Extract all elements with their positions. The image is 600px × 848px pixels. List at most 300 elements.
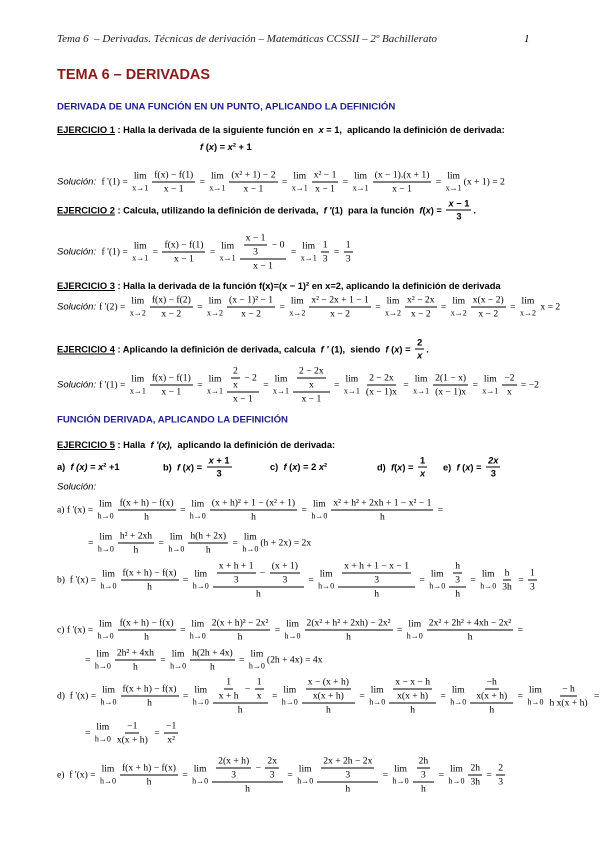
fraction — [227, 366, 259, 405]
limit-operator — [95, 650, 111, 671]
numerator — [150, 373, 193, 386]
numerator — [312, 170, 339, 183]
denominator — [453, 588, 462, 600]
text-run: = — [150, 246, 161, 258]
text-run: 2 — [417, 337, 423, 348]
text-run: x — [233, 379, 238, 391]
denominator — [208, 661, 217, 673]
limit-subscript: x→2 — [519, 308, 536, 318]
solution-label: Solución: — [57, 246, 97, 258]
function-option — [163, 456, 234, 479]
limit-operator — [344, 375, 360, 396]
denominator — [217, 690, 241, 702]
fraction — [162, 240, 205, 265]
solution-label: Solución: — [57, 379, 97, 391]
numerator — [190, 648, 235, 661]
numerator — [470, 677, 513, 704]
limit-operator — [193, 570, 209, 591]
text-run: h — [144, 511, 149, 523]
limit-subscript: h→0 — [297, 776, 314, 786]
text-run: x − 1 — [301, 393, 322, 405]
limit-operator — [207, 297, 223, 318]
limit-word: lim — [274, 373, 288, 385]
fraction — [217, 561, 256, 586]
fraction — [121, 568, 179, 593]
text-run: = — [88, 537, 96, 549]
limit-subscript: h→0 — [192, 776, 209, 786]
text-run: : Halla la derivada de la siguiente función en — [114, 125, 319, 135]
denominator — [236, 631, 245, 643]
text-run: 2(x² + h² + 2xh) − 2x² — [306, 617, 391, 629]
numerator — [373, 170, 432, 183]
text-run: −1 — [127, 720, 138, 732]
numerator — [446, 199, 471, 211]
denominator — [372, 574, 381, 586]
numerator — [120, 763, 178, 776]
fraction — [470, 677, 513, 716]
text-run: FUNCIÓN DERIVADA, APLICANDO LA DEFINICIÓN — [57, 414, 288, 426]
limit-word: lim — [450, 763, 463, 775]
section-heading — [57, 102, 395, 113]
text-run: h — [455, 588, 461, 600]
numerator — [162, 240, 205, 253]
limit-operator — [95, 723, 111, 744]
text-run: ) = — [470, 462, 485, 472]
text-run: h — [210, 661, 215, 673]
limit-operator — [353, 172, 369, 193]
italic-symbol: x — [292, 462, 298, 472]
limit-word: lim — [96, 648, 110, 660]
text-run: d) — [377, 462, 391, 472]
limit-subscript: h→0 — [369, 697, 386, 707]
numerator — [560, 684, 577, 697]
limit-subscript: h→0 — [429, 581, 446, 591]
numerator — [229, 170, 277, 183]
limit-word: lim — [133, 240, 147, 252]
denominator — [433, 386, 468, 398]
denominator — [299, 393, 323, 405]
denominator — [243, 783, 252, 795]
limit-operator — [369, 686, 385, 707]
fraction — [118, 498, 176, 523]
denominator — [476, 308, 500, 320]
fraction — [389, 677, 436, 716]
text-run: h — [205, 544, 211, 556]
function-option — [377, 456, 429, 479]
limit-operator — [190, 620, 206, 641]
italic-symbol: x — [394, 344, 400, 354]
denominator — [131, 661, 140, 673]
denominator — [528, 581, 537, 593]
limit-operator — [282, 686, 298, 707]
text-run: 2(x + h) — [218, 755, 250, 767]
fraction — [449, 561, 466, 600]
text-run: = — [260, 379, 272, 391]
denominator — [251, 260, 275, 272]
limit-operator — [446, 172, 462, 193]
denominator — [418, 468, 427, 479]
denominator — [364, 386, 399, 398]
text-run: = — [156, 537, 167, 549]
fraction — [244, 233, 268, 258]
denominator — [239, 308, 263, 320]
fraction — [255, 677, 264, 702]
denominator — [232, 574, 241, 586]
fraction — [338, 561, 415, 600]
exercise-statement — [200, 142, 252, 152]
limit-word: lim — [481, 568, 495, 580]
limit-word: lim — [99, 498, 112, 510]
denominator — [236, 704, 245, 716]
text-run: = — [394, 624, 405, 636]
denominator — [378, 511, 387, 523]
fraction — [468, 763, 482, 788]
numerator — [449, 561, 466, 588]
limit-operator — [220, 242, 236, 263]
text-run: − 2 — [241, 372, 257, 384]
text-run: = — [284, 769, 296, 781]
limit-operator — [98, 500, 114, 521]
limit-subscript: h→0 — [97, 631, 114, 641]
text-run: c) — [270, 462, 284, 472]
text-run: −2 — [504, 372, 515, 384]
limit-subscript: h→0 — [168, 544, 185, 554]
text-run: = — [515, 690, 526, 702]
exercise-statement — [57, 125, 505, 135]
text-run: 1 — [226, 676, 232, 688]
limit-operator — [385, 297, 401, 318]
limit-operator — [301, 242, 317, 263]
numerator — [418, 456, 427, 468]
limit-word: lim — [221, 240, 235, 252]
text-run: (x + h)² + 1 − (x² + 1) — [211, 497, 296, 509]
numerator — [305, 618, 393, 631]
numerator — [331, 498, 433, 511]
numerator — [413, 756, 435, 783]
denominator — [487, 704, 496, 716]
solution-equation — [57, 618, 523, 643]
limit-operator — [407, 620, 423, 641]
limit-subscript: x→1 — [132, 183, 149, 193]
text-run: = — [87, 462, 99, 472]
limit-operator — [132, 242, 148, 263]
limit-subscript: h→0 — [192, 697, 209, 707]
numerator — [240, 233, 287, 260]
italic-symbol: f ′ — [323, 205, 332, 215]
text-run: x − 1 — [163, 183, 184, 195]
denominator — [313, 183, 337, 195]
denominator — [505, 386, 514, 398]
fraction — [302, 677, 355, 716]
limit-operator — [450, 686, 466, 707]
function-option — [270, 462, 327, 472]
function-option — [443, 456, 502, 479]
text-run: x − 1 — [174, 253, 194, 265]
fraction — [115, 721, 150, 746]
italic-symbol: x — [98, 462, 104, 472]
text-run: h — [325, 704, 331, 716]
limit-subscript: h→0 — [448, 776, 465, 786]
text-run: (x + 1) = 2 — [463, 176, 505, 188]
limit-word: lim — [243, 531, 257, 543]
text-run: x² + h² + 2xh + 1 − x² − 1 — [333, 497, 432, 509]
limit-operator — [318, 570, 334, 591]
limit-operator — [289, 297, 305, 318]
limit-operator — [285, 620, 301, 641]
fraction — [502, 373, 516, 398]
numerator — [265, 756, 279, 769]
limit-subscript: x→1 — [300, 253, 317, 263]
text-run: ² + 1 — [232, 142, 252, 152]
denominator — [466, 631, 475, 643]
limit-word: lim — [386, 295, 400, 307]
limit-word: lim — [131, 373, 145, 385]
fraction — [240, 233, 287, 272]
text-run: x — [256, 690, 262, 702]
fraction — [229, 170, 277, 195]
limit-operator — [448, 765, 464, 786]
exercise-statement — [57, 338, 429, 361]
numerator — [293, 366, 330, 393]
fraction — [342, 561, 411, 586]
text-run: 2 — [498, 762, 504, 774]
text-run: f(x + h) − f(x) — [122, 683, 177, 695]
numerator — [417, 756, 431, 769]
text-run: x(x + h) — [476, 690, 508, 702]
limit-subscript: x→2 — [289, 308, 306, 318]
expression — [472, 677, 511, 702]
limit-word: lim — [452, 295, 466, 307]
limit-word: lim — [312, 498, 326, 510]
text-run: (x − 1)x — [435, 386, 467, 398]
solution-equation — [88, 531, 311, 556]
expression — [319, 756, 376, 781]
fraction — [364, 373, 399, 398]
denominator — [453, 574, 462, 586]
text-run: x(x + h) — [312, 690, 344, 702]
text-run: = 1, aplicando la definición de derivada: — [323, 125, 505, 135]
numerator — [415, 338, 424, 350]
expression — [295, 366, 328, 391]
text-run: (2h + 4x) = 4x — [266, 654, 323, 666]
expression — [214, 756, 281, 781]
text-run: . — [473, 205, 476, 215]
denominator — [500, 581, 514, 593]
expression — [451, 561, 464, 586]
denominator — [395, 690, 430, 702]
denominator — [343, 783, 352, 795]
text-run: = — [507, 301, 518, 313]
limit-operator — [132, 172, 148, 193]
fraction — [309, 295, 370, 320]
limit-word: lim — [354, 170, 368, 182]
text-run: a) f '(x) = — [57, 504, 96, 516]
fraction — [453, 561, 462, 586]
exercise-statement — [57, 199, 476, 222]
limit-subscript: h→0 — [100, 697, 117, 707]
limit-word: lim — [131, 295, 145, 307]
text-run: 3 — [456, 211, 462, 222]
text-run: 2 − 2x — [369, 372, 394, 384]
text-run: 3 — [253, 246, 258, 258]
denominator — [142, 631, 151, 643]
text-run: x − 2 — [410, 308, 431, 320]
limit-word: lim — [191, 498, 205, 510]
text-run: ( — [422, 205, 426, 215]
numerator — [213, 561, 304, 588]
limit-word: lim — [370, 684, 384, 696]
limit-subscript: h→0 — [97, 544, 114, 554]
numerator — [321, 756, 374, 769]
text-run: x − 2 — [161, 308, 182, 320]
exercise-label: EJERCICIO 1 — [57, 125, 115, 135]
text-run: f(x) − f(2) — [151, 294, 191, 306]
denominator — [344, 631, 353, 643]
text-run: = — [470, 379, 481, 391]
text-run: = — [277, 301, 288, 313]
limit-subscript: h→0 — [406, 631, 423, 641]
limit-word: lim — [102, 684, 115, 696]
limit-operator — [292, 172, 308, 193]
denominator — [408, 704, 417, 716]
text-run: = — [207, 246, 218, 258]
fraction — [164, 721, 178, 746]
text-run: x + h + 1 − x − 1 — [344, 560, 409, 572]
text-run: = — [468, 574, 479, 586]
text-run: ² +1 — [103, 462, 120, 472]
text-run: −1 — [166, 720, 177, 732]
exercise-label: EJERCICIO 3 — [57, 281, 115, 291]
limit-operator — [101, 686, 117, 707]
text-run: h(h + 2x) — [190, 530, 227, 542]
text-run: x − 1 — [161, 386, 182, 398]
text-run: = — [85, 727, 93, 739]
text-run: = — [515, 624, 524, 636]
numerator — [302, 677, 355, 704]
solution-equation — [57, 677, 599, 716]
limit-word: lim — [99, 531, 113, 543]
denominator — [229, 769, 238, 781]
limit-word: lim — [191, 618, 205, 630]
denominator — [496, 776, 505, 788]
text-run: 3 — [421, 769, 426, 781]
text-run: h² + 2xh — [119, 530, 153, 542]
numerator — [389, 677, 436, 704]
limit-word: lim — [102, 568, 115, 580]
limit-operator — [249, 650, 265, 671]
text-run: x² − 2x + 1 − 1 — [311, 294, 369, 306]
text-run: − h — [562, 683, 575, 695]
italic-symbol: x — [397, 462, 403, 472]
denominator — [344, 253, 353, 265]
text-run: f(x) − f(1) — [154, 169, 194, 181]
text-run: e) f '(x) = — [57, 769, 98, 781]
numerator — [471, 295, 506, 308]
text-run: x + h + 1 — [218, 560, 254, 572]
page-number: 1 — [524, 33, 530, 45]
italic-symbol: x — [227, 142, 233, 152]
text-run: (x² + 1) − 2 — [231, 169, 276, 181]
fraction — [418, 456, 427, 479]
limit-operator — [520, 297, 536, 318]
fraction — [528, 568, 537, 593]
text-run: x − 1 — [392, 183, 412, 195]
italic-symbol: f — [176, 462, 181, 472]
limit-subscript: x→1 — [132, 253, 149, 263]
text-run: f(x + h) − f(x) — [122, 567, 177, 579]
text-run: . — [426, 344, 429, 354]
text-run: f(x + h) − f(x) — [119, 617, 174, 629]
denominator — [132, 544, 141, 556]
text-run: 3 — [490, 468, 496, 479]
limit-operator — [311, 500, 327, 521]
limit-subscript: x→1 — [219, 253, 236, 263]
italic-symbol: x — [417, 350, 423, 361]
text-run: h — [132, 661, 138, 673]
limit-subscript: h→0 — [248, 661, 265, 671]
section-heading — [57, 415, 288, 426]
numerator — [121, 568, 179, 581]
text-run: 2(1 − x) — [435, 372, 467, 384]
text-run: = — [438, 301, 449, 313]
numerator — [115, 648, 156, 661]
text-run: h — [504, 567, 510, 579]
limit-operator — [98, 620, 114, 641]
text-run: x² − 1 — [313, 169, 337, 181]
fraction — [150, 373, 193, 398]
numerator — [188, 531, 228, 544]
limit-subscript: x→1 — [445, 183, 462, 193]
limit-subscript: x→2 — [450, 308, 467, 318]
text-run: = — [299, 504, 310, 516]
text-run: f(x) − f(1) — [151, 372, 191, 384]
fraction — [413, 756, 435, 795]
numerator — [212, 756, 283, 783]
limit-subscript: h→0 — [527, 697, 544, 707]
denominator — [165, 734, 177, 746]
text-run: ) = — [402, 462, 417, 472]
numerator — [405, 295, 436, 308]
limit-word: lim — [194, 568, 208, 580]
numerator — [503, 568, 512, 581]
limit-operator — [482, 375, 498, 396]
limit-subscript: x→1 — [343, 386, 360, 396]
italic-symbol: f — [385, 344, 389, 354]
text-run: h — [421, 783, 426, 795]
numerator — [210, 498, 297, 511]
fraction — [417, 756, 431, 781]
text-run: = — [194, 301, 206, 313]
text-run: = — [230, 537, 241, 549]
text-run: = — [177, 504, 188, 516]
limit-word: lim — [96, 721, 110, 733]
text-run: ) = — [430, 205, 445, 215]
italic-symbol: x — [208, 142, 214, 152]
text-run: x — [507, 386, 512, 398]
text-run: 1 — [256, 676, 262, 688]
text-run: h — [410, 704, 415, 716]
text-run: ( — [388, 344, 395, 354]
denominator — [409, 308, 433, 320]
text-run: h — [237, 631, 243, 643]
numerator — [344, 240, 353, 253]
text-run: 3 — [345, 769, 351, 781]
numerator — [453, 561, 462, 574]
denominator — [231, 393, 255, 405]
text-run: DERIVADA DE UNA FUNCIÓN EN UN PUNTO, APLICANDO LA DEFINICIÓN — [57, 101, 396, 113]
denominator — [280, 574, 289, 586]
limit-subscript: x→2 — [207, 308, 224, 318]
